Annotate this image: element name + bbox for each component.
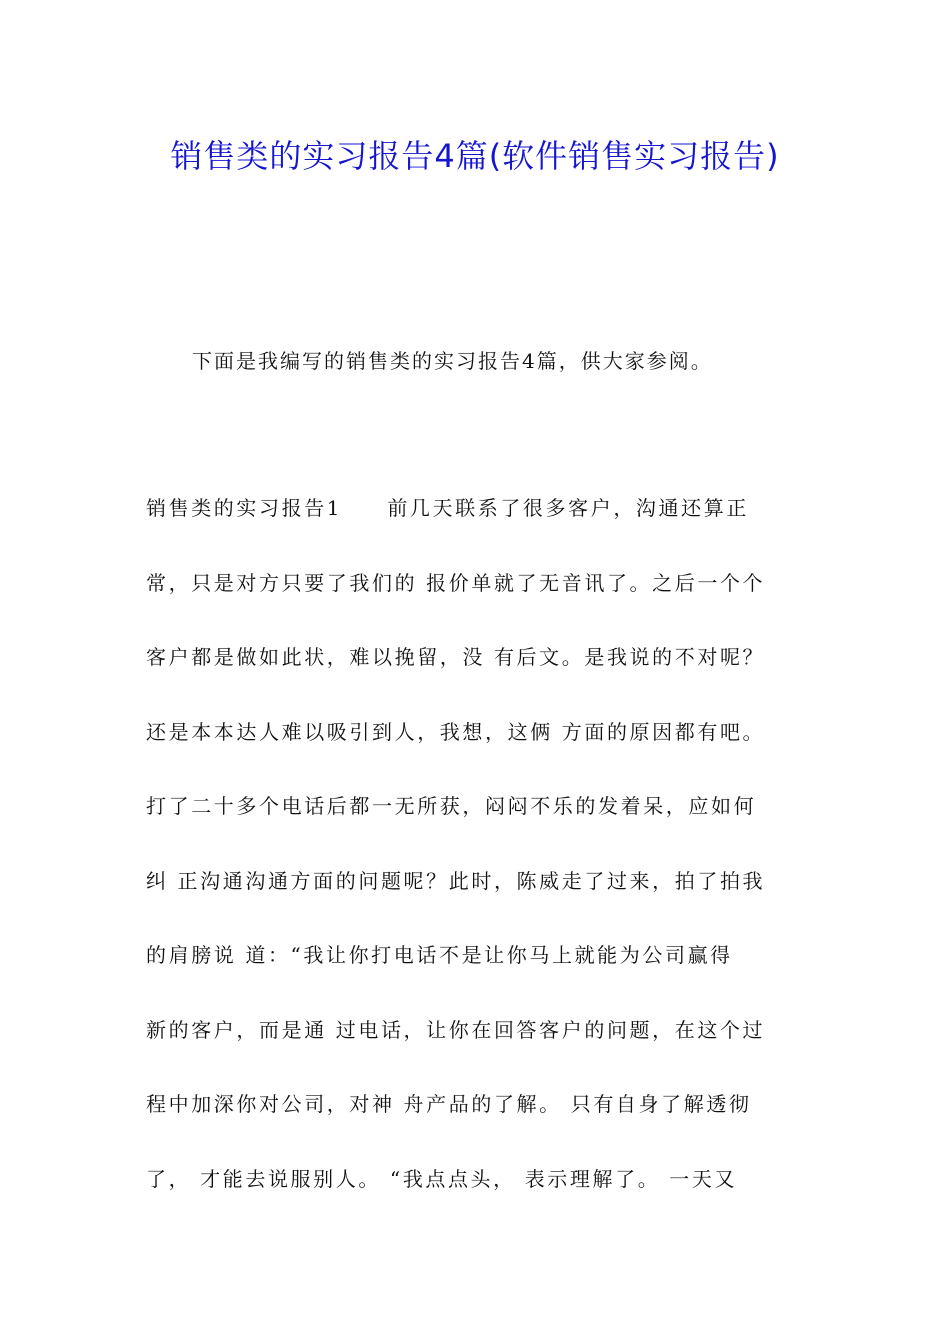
body-text [146, 485, 816, 1230]
body-line: 常，只是对方只要了我们的 报价单就了无音讯了。之后一个个 [146, 570, 766, 595]
body-line: 了， 才能去说服别人。 “我点点头， 表示理解了。 一天又 [146, 1166, 738, 1191]
body-line: 纠 正沟通沟通方面的问题呢？此时，陈威走了过来，拍了拍我 [146, 868, 766, 893]
intro-paragraph: 下面是我编写的销售类的实习报告4篇，供大家参阅。 [192, 349, 713, 373]
document-title: 销售类的实习报告4篇(软件销售实习报告) [170, 137, 780, 175]
body-line: 程中加深你对公司，对神 舟产品的了解。 只有自身了解透彻 [146, 1092, 752, 1116]
body-line: 销售类的实习报告1 前几天联系了很多客户，沟通还算正 [146, 496, 749, 520]
body-line: 打了二十多个电话后都一无所获，闷闷不乐的发着呆，应如何 [146, 794, 757, 818]
body-line: 新的客户，而是通 过电话，让你在回答客户的问题，在这个过 [146, 1017, 766, 1042]
body-line: 客户都是做如此状，难以挽留，没 有后文。是我说的不对呢？ [146, 645, 766, 669]
body-line: 还是本本达人难以吸引到人，我想，这俩 方面的原因都有吧。 [146, 719, 766, 744]
body-line: 的肩膀说 道：“我让你打电话不是让你马上就能为公司赢得 [146, 943, 733, 967]
